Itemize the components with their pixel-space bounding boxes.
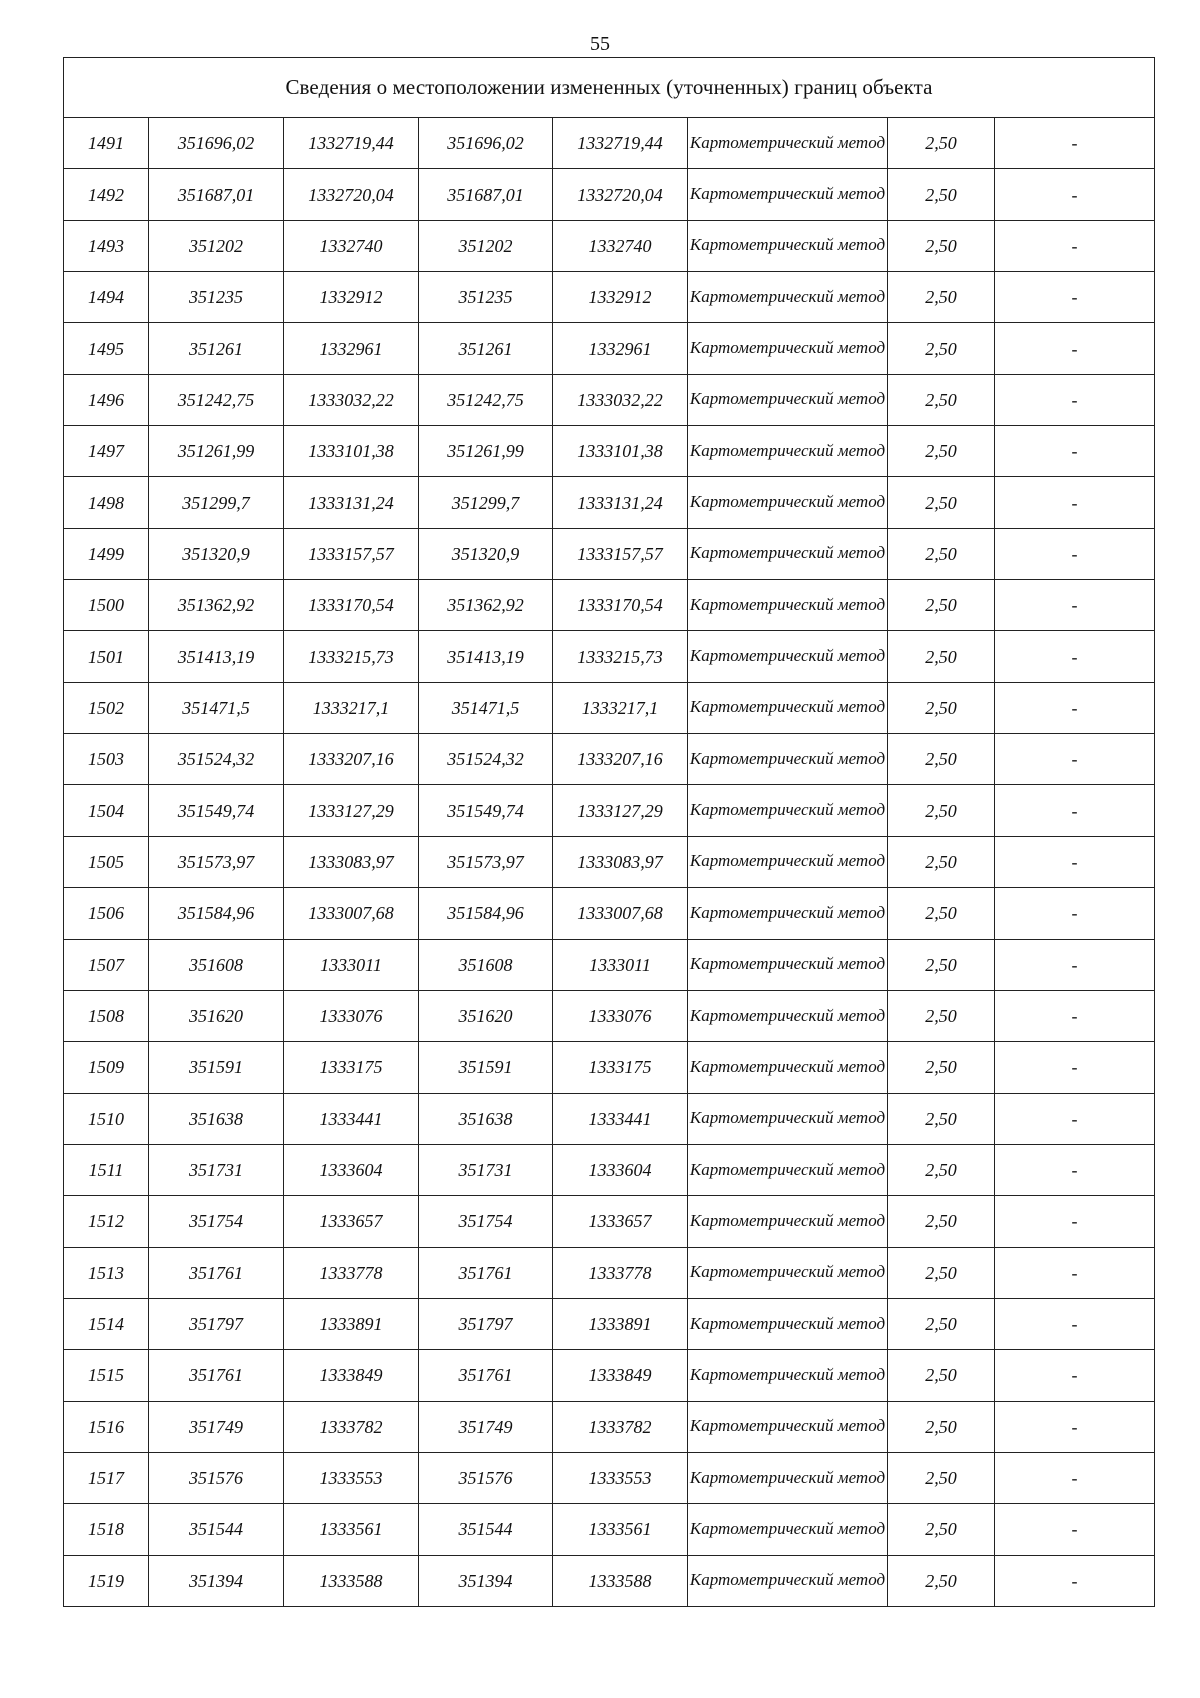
x-refined-cell: 351394 bbox=[419, 1555, 553, 1606]
point-number-cell: 1498 bbox=[64, 477, 149, 528]
x-existing-cell: 351620 bbox=[149, 990, 284, 1041]
x-refined-cell: 351261 bbox=[419, 323, 553, 374]
note-cell: - bbox=[995, 785, 1155, 836]
x-existing-cell: 351261 bbox=[149, 323, 284, 374]
y-refined-cell: 1333849 bbox=[553, 1350, 688, 1401]
y-existing-cell: 1332740 bbox=[284, 220, 419, 271]
accuracy-cell: 2,50 bbox=[888, 220, 995, 271]
y-existing-cell: 1333441 bbox=[284, 1093, 419, 1144]
method-cell: Картометрический метод bbox=[688, 1093, 888, 1144]
accuracy-cell: 2,50 bbox=[888, 1247, 995, 1298]
x-existing-cell: 351797 bbox=[149, 1298, 284, 1349]
note-cell: - bbox=[995, 426, 1155, 477]
accuracy-cell: 2,50 bbox=[888, 1401, 995, 1452]
table-row bbox=[64, 1042, 1155, 1093]
method-cell: Картометрический метод bbox=[688, 272, 888, 323]
x-existing-cell: 351544 bbox=[149, 1504, 284, 1555]
x-existing-cell: 351731 bbox=[149, 1144, 284, 1195]
y-existing-cell: 1333175 bbox=[284, 1042, 419, 1093]
accuracy-cell: 2,50 bbox=[888, 939, 995, 990]
y-refined-cell: 1333215,73 bbox=[553, 631, 688, 682]
y-existing-cell: 1333083,97 bbox=[284, 836, 419, 887]
point-number-cell: 1517 bbox=[64, 1452, 149, 1503]
point-number-cell: 1518 bbox=[64, 1504, 149, 1555]
x-existing-cell: 351261,99 bbox=[149, 426, 284, 477]
table-row bbox=[64, 1452, 1155, 1503]
table-row bbox=[64, 1350, 1155, 1401]
method-cell: Картометрический метод bbox=[688, 580, 888, 631]
x-existing-cell: 351573,97 bbox=[149, 836, 284, 887]
x-existing-cell: 351696,02 bbox=[149, 118, 284, 169]
y-existing-cell: 1332961 bbox=[284, 323, 419, 374]
table-row bbox=[64, 272, 1155, 323]
note-cell: - bbox=[995, 1196, 1155, 1247]
y-refined-cell: 1333561 bbox=[553, 1504, 688, 1555]
y-existing-cell: 1333007,68 bbox=[284, 888, 419, 939]
accuracy-cell: 2,50 bbox=[888, 169, 995, 220]
accuracy-cell: 2,50 bbox=[888, 528, 995, 579]
table-row bbox=[64, 528, 1155, 579]
y-existing-cell: 1333553 bbox=[284, 1452, 419, 1503]
point-number-cell: 1497 bbox=[64, 426, 149, 477]
note-cell: - bbox=[995, 272, 1155, 323]
point-number-cell: 1504 bbox=[64, 785, 149, 836]
table-row bbox=[64, 118, 1155, 169]
x-existing-cell: 351242,75 bbox=[149, 374, 284, 425]
method-cell: Картометрический метод bbox=[688, 1042, 888, 1093]
y-refined-cell: 1333011 bbox=[553, 939, 688, 990]
y-existing-cell: 1333782 bbox=[284, 1401, 419, 1452]
y-refined-cell: 1333891 bbox=[553, 1298, 688, 1349]
accuracy-cell: 2,50 bbox=[888, 374, 995, 425]
y-existing-cell: 1332912 bbox=[284, 272, 419, 323]
point-number-cell: 1501 bbox=[64, 631, 149, 682]
y-refined-cell: 1333032,22 bbox=[553, 374, 688, 425]
x-existing-cell: 351235 bbox=[149, 272, 284, 323]
y-existing-cell: 1333604 bbox=[284, 1144, 419, 1195]
accuracy-cell: 2,50 bbox=[888, 1452, 995, 1503]
note-cell: - bbox=[995, 323, 1155, 374]
method-cell: Картометрический метод bbox=[688, 477, 888, 528]
note-cell: - bbox=[995, 734, 1155, 785]
y-refined-cell: 1332961 bbox=[553, 323, 688, 374]
table-row bbox=[64, 477, 1155, 528]
note-cell: - bbox=[995, 631, 1155, 682]
point-number-cell: 1508 bbox=[64, 990, 149, 1041]
x-existing-cell: 351320,9 bbox=[149, 528, 284, 579]
accuracy-cell: 2,50 bbox=[888, 1504, 995, 1555]
x-refined-cell: 351242,75 bbox=[419, 374, 553, 425]
table-row bbox=[64, 323, 1155, 374]
y-existing-cell: 1333657 bbox=[284, 1196, 419, 1247]
x-refined-cell: 351544 bbox=[419, 1504, 553, 1555]
method-cell: Картометрический метод bbox=[688, 1555, 888, 1606]
x-existing-cell: 351638 bbox=[149, 1093, 284, 1144]
y-existing-cell: 1333588 bbox=[284, 1555, 419, 1606]
accuracy-cell: 2,50 bbox=[888, 785, 995, 836]
method-cell: Картометрический метод bbox=[688, 426, 888, 477]
table-row bbox=[64, 374, 1155, 425]
x-refined-cell: 351584,96 bbox=[419, 888, 553, 939]
point-number-cell: 1512 bbox=[64, 1196, 149, 1247]
method-cell: Картометрический метод bbox=[688, 682, 888, 733]
note-cell: - bbox=[995, 580, 1155, 631]
accuracy-cell: 2,50 bbox=[888, 580, 995, 631]
table-row bbox=[64, 1196, 1155, 1247]
x-existing-cell: 351394 bbox=[149, 1555, 284, 1606]
method-cell: Картометрический метод bbox=[688, 785, 888, 836]
table-row bbox=[64, 836, 1155, 887]
accuracy-cell: 2,50 bbox=[888, 631, 995, 682]
table-body bbox=[64, 118, 1155, 1607]
note-cell: - bbox=[995, 1555, 1155, 1606]
point-number-cell: 1492 bbox=[64, 169, 149, 220]
x-refined-cell: 351320,9 bbox=[419, 528, 553, 579]
x-refined-cell: 351761 bbox=[419, 1247, 553, 1298]
y-refined-cell: 1333588 bbox=[553, 1555, 688, 1606]
y-refined-cell: 1333175 bbox=[553, 1042, 688, 1093]
boundary-coordinates-table bbox=[63, 57, 1155, 1607]
point-number-cell: 1510 bbox=[64, 1093, 149, 1144]
accuracy-cell: 2,50 bbox=[888, 323, 995, 374]
point-number-cell: 1506 bbox=[64, 888, 149, 939]
y-refined-cell: 1333127,29 bbox=[553, 785, 688, 836]
x-existing-cell: 351471,5 bbox=[149, 682, 284, 733]
y-refined-cell: 1333157,57 bbox=[553, 528, 688, 579]
y-refined-cell: 1333604 bbox=[553, 1144, 688, 1195]
method-cell: Картометрический метод bbox=[688, 169, 888, 220]
note-cell: - bbox=[995, 477, 1155, 528]
table-row bbox=[64, 426, 1155, 477]
x-refined-cell: 351761 bbox=[419, 1350, 553, 1401]
note-cell: - bbox=[995, 1298, 1155, 1349]
point-number-cell: 1507 bbox=[64, 939, 149, 990]
accuracy-cell: 2,50 bbox=[888, 426, 995, 477]
page-number: 55 bbox=[590, 33, 610, 55]
x-refined-cell: 351696,02 bbox=[419, 118, 553, 169]
y-refined-cell: 1332740 bbox=[553, 220, 688, 271]
method-cell: Картометрический метод bbox=[688, 528, 888, 579]
y-existing-cell: 1333131,24 bbox=[284, 477, 419, 528]
table-row bbox=[64, 990, 1155, 1041]
x-refined-cell: 351754 bbox=[419, 1196, 553, 1247]
table-title: Сведения о местоположении измененных (уточненных) границ объекта bbox=[64, 58, 1155, 118]
method-cell: Картометрический метод bbox=[688, 1298, 888, 1349]
y-refined-cell: 1333101,38 bbox=[553, 426, 688, 477]
table-row bbox=[64, 1144, 1155, 1195]
note-cell: - bbox=[995, 990, 1155, 1041]
y-existing-cell: 1333217,1 bbox=[284, 682, 419, 733]
y-existing-cell: 1333891 bbox=[284, 1298, 419, 1349]
x-existing-cell: 351749 bbox=[149, 1401, 284, 1452]
note-cell: - bbox=[995, 1504, 1155, 1555]
x-refined-cell: 351576 bbox=[419, 1452, 553, 1503]
note-cell: - bbox=[995, 1042, 1155, 1093]
y-existing-cell: 1333101,38 bbox=[284, 426, 419, 477]
method-cell: Картометрический метод bbox=[688, 1401, 888, 1452]
note-cell: - bbox=[995, 169, 1155, 220]
table-row bbox=[64, 580, 1155, 631]
x-refined-cell: 351261,99 bbox=[419, 426, 553, 477]
table-row bbox=[64, 1093, 1155, 1144]
x-existing-cell: 351761 bbox=[149, 1350, 284, 1401]
table-row bbox=[64, 1298, 1155, 1349]
accuracy-cell: 2,50 bbox=[888, 682, 995, 733]
y-refined-cell: 1333083,97 bbox=[553, 836, 688, 887]
table-row bbox=[64, 785, 1155, 836]
y-refined-cell: 1333217,1 bbox=[553, 682, 688, 733]
y-refined-cell: 1333207,16 bbox=[553, 734, 688, 785]
accuracy-cell: 2,50 bbox=[888, 1298, 995, 1349]
x-existing-cell: 351584,96 bbox=[149, 888, 284, 939]
x-refined-cell: 351573,97 bbox=[419, 836, 553, 887]
note-cell: - bbox=[995, 836, 1155, 887]
method-cell: Картометрический метод bbox=[688, 220, 888, 271]
point-number-cell: 1499 bbox=[64, 528, 149, 579]
accuracy-cell: 2,50 bbox=[888, 1144, 995, 1195]
x-existing-cell: 351754 bbox=[149, 1196, 284, 1247]
x-refined-cell: 351608 bbox=[419, 939, 553, 990]
table-row bbox=[64, 169, 1155, 220]
method-cell: Картометрический метод bbox=[688, 631, 888, 682]
y-existing-cell: 1332720,04 bbox=[284, 169, 419, 220]
point-number-cell: 1515 bbox=[64, 1350, 149, 1401]
x-refined-cell: 351202 bbox=[419, 220, 553, 271]
point-number-cell: 1491 bbox=[64, 118, 149, 169]
x-refined-cell: 351413,19 bbox=[419, 631, 553, 682]
point-number-cell: 1496 bbox=[64, 374, 149, 425]
note-cell: - bbox=[995, 528, 1155, 579]
note-cell: - bbox=[995, 220, 1155, 271]
x-existing-cell: 351761 bbox=[149, 1247, 284, 1298]
y-refined-cell: 1333441 bbox=[553, 1093, 688, 1144]
y-refined-cell: 1333007,68 bbox=[553, 888, 688, 939]
point-number-cell: 1513 bbox=[64, 1247, 149, 1298]
point-number-cell: 1502 bbox=[64, 682, 149, 733]
y-refined-cell: 1333778 bbox=[553, 1247, 688, 1298]
accuracy-cell: 2,50 bbox=[888, 1555, 995, 1606]
method-cell: Картометрический метод bbox=[688, 1144, 888, 1195]
accuracy-cell: 2,50 bbox=[888, 477, 995, 528]
method-cell: Картометрический метод bbox=[688, 1196, 888, 1247]
y-existing-cell: 1333170,54 bbox=[284, 580, 419, 631]
table-row bbox=[64, 734, 1155, 785]
coordinates-table-container bbox=[63, 57, 1154, 1607]
accuracy-cell: 2,50 bbox=[888, 1042, 995, 1093]
note-cell: - bbox=[995, 1093, 1155, 1144]
y-refined-cell: 1332720,04 bbox=[553, 169, 688, 220]
x-refined-cell: 351638 bbox=[419, 1093, 553, 1144]
note-cell: - bbox=[995, 374, 1155, 425]
point-number-cell: 1519 bbox=[64, 1555, 149, 1606]
y-existing-cell: 1333561 bbox=[284, 1504, 419, 1555]
x-refined-cell: 351620 bbox=[419, 990, 553, 1041]
y-existing-cell: 1333157,57 bbox=[284, 528, 419, 579]
x-existing-cell: 351576 bbox=[149, 1452, 284, 1503]
method-cell: Картометрический метод bbox=[688, 118, 888, 169]
x-refined-cell: 351471,5 bbox=[419, 682, 553, 733]
table-row bbox=[64, 1555, 1155, 1606]
x-refined-cell: 351299,7 bbox=[419, 477, 553, 528]
x-refined-cell: 351749 bbox=[419, 1401, 553, 1452]
x-refined-cell: 351235 bbox=[419, 272, 553, 323]
x-refined-cell: 351362,92 bbox=[419, 580, 553, 631]
y-existing-cell: 1333032,22 bbox=[284, 374, 419, 425]
x-existing-cell: 351299,7 bbox=[149, 477, 284, 528]
x-refined-cell: 351687,01 bbox=[419, 169, 553, 220]
y-refined-cell: 1332912 bbox=[553, 272, 688, 323]
y-existing-cell: 1333011 bbox=[284, 939, 419, 990]
y-refined-cell: 1333170,54 bbox=[553, 580, 688, 631]
table-row bbox=[64, 631, 1155, 682]
y-existing-cell: 1333207,16 bbox=[284, 734, 419, 785]
method-cell: Картометрический метод bbox=[688, 1247, 888, 1298]
x-existing-cell: 351608 bbox=[149, 939, 284, 990]
method-cell: Картометрический метод bbox=[688, 374, 888, 425]
point-number-cell: 1516 bbox=[64, 1401, 149, 1452]
table-row bbox=[64, 888, 1155, 939]
x-existing-cell: 351524,32 bbox=[149, 734, 284, 785]
y-existing-cell: 1333849 bbox=[284, 1350, 419, 1401]
point-number-cell: 1503 bbox=[64, 734, 149, 785]
x-existing-cell: 351549,74 bbox=[149, 785, 284, 836]
y-refined-cell: 1333553 bbox=[553, 1452, 688, 1503]
y-existing-cell: 1332719,44 bbox=[284, 118, 419, 169]
y-existing-cell: 1333778 bbox=[284, 1247, 419, 1298]
x-existing-cell: 351362,92 bbox=[149, 580, 284, 631]
method-cell: Картометрический метод bbox=[688, 734, 888, 785]
accuracy-cell: 2,50 bbox=[888, 1093, 995, 1144]
y-refined-cell: 1333076 bbox=[553, 990, 688, 1041]
table-row bbox=[64, 1504, 1155, 1555]
x-existing-cell: 351687,01 bbox=[149, 169, 284, 220]
note-cell: - bbox=[995, 1247, 1155, 1298]
method-cell: Картометрический метод bbox=[688, 323, 888, 374]
table-row bbox=[64, 220, 1155, 271]
accuracy-cell: 2,50 bbox=[888, 1196, 995, 1247]
table-row bbox=[64, 1247, 1155, 1298]
note-cell: - bbox=[995, 1144, 1155, 1195]
table-row bbox=[64, 682, 1155, 733]
method-cell: Картометрический метод bbox=[688, 1452, 888, 1503]
y-existing-cell: 1333076 bbox=[284, 990, 419, 1041]
accuracy-cell: 2,50 bbox=[888, 990, 995, 1041]
accuracy-cell: 2,50 bbox=[888, 118, 995, 169]
x-refined-cell: 351797 bbox=[419, 1298, 553, 1349]
accuracy-cell: 2,50 bbox=[888, 1350, 995, 1401]
accuracy-cell: 2,50 bbox=[888, 836, 995, 887]
x-refined-cell: 351591 bbox=[419, 1042, 553, 1093]
table-row bbox=[64, 939, 1155, 990]
x-refined-cell: 351549,74 bbox=[419, 785, 553, 836]
point-number-cell: 1514 bbox=[64, 1298, 149, 1349]
point-number-cell: 1511 bbox=[64, 1144, 149, 1195]
y-refined-cell: 1332719,44 bbox=[553, 118, 688, 169]
accuracy-cell: 2,50 bbox=[888, 888, 995, 939]
note-cell: - bbox=[995, 1401, 1155, 1452]
accuracy-cell: 2,50 bbox=[888, 734, 995, 785]
method-cell: Картометрический метод bbox=[688, 1504, 888, 1555]
note-cell: - bbox=[995, 118, 1155, 169]
note-cell: - bbox=[995, 1350, 1155, 1401]
method-cell: Картометрический метод bbox=[688, 939, 888, 990]
method-cell: Картометрический метод bbox=[688, 836, 888, 887]
point-number-cell: 1493 bbox=[64, 220, 149, 271]
point-number-cell: 1494 bbox=[64, 272, 149, 323]
x-refined-cell: 351731 bbox=[419, 1144, 553, 1195]
point-number-cell: 1505 bbox=[64, 836, 149, 887]
method-cell: Картометрический метод bbox=[688, 1350, 888, 1401]
y-refined-cell: 1333657 bbox=[553, 1196, 688, 1247]
point-number-cell: 1500 bbox=[64, 580, 149, 631]
x-existing-cell: 351591 bbox=[149, 1042, 284, 1093]
method-cell: Картометрический метод bbox=[688, 990, 888, 1041]
x-refined-cell: 351524,32 bbox=[419, 734, 553, 785]
y-existing-cell: 1333127,29 bbox=[284, 785, 419, 836]
y-refined-cell: 1333131,24 bbox=[553, 477, 688, 528]
point-number-cell: 1495 bbox=[64, 323, 149, 374]
accuracy-cell: 2,50 bbox=[888, 272, 995, 323]
y-refined-cell: 1333782 bbox=[553, 1401, 688, 1452]
table-row bbox=[64, 1401, 1155, 1452]
y-existing-cell: 1333215,73 bbox=[284, 631, 419, 682]
x-existing-cell: 351413,19 bbox=[149, 631, 284, 682]
point-number-cell: 1509 bbox=[64, 1042, 149, 1093]
x-existing-cell: 351202 bbox=[149, 220, 284, 271]
note-cell: - bbox=[995, 888, 1155, 939]
note-cell: - bbox=[995, 682, 1155, 733]
method-cell: Картометрический метод bbox=[688, 888, 888, 939]
note-cell: - bbox=[995, 1452, 1155, 1503]
note-cell: - bbox=[995, 939, 1155, 990]
